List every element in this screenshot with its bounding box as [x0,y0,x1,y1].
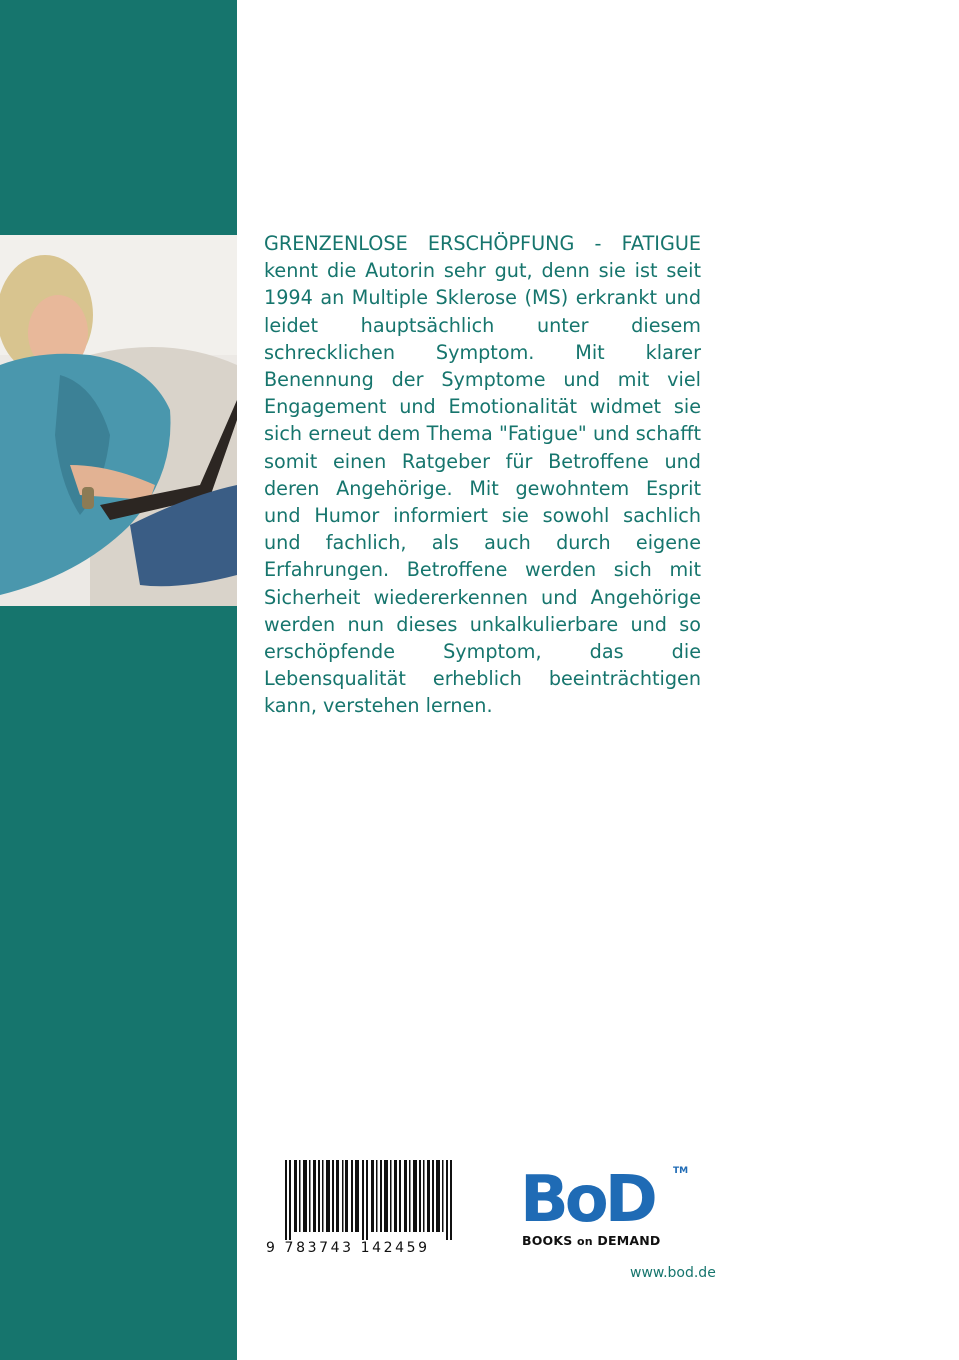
bod-subtitle-demand: DEMAND [597,1233,661,1248]
trademark-mark: TM [673,1166,689,1176]
publisher-url[interactable]: www.bod.de [630,1265,716,1281]
author-photo [0,235,237,606]
bod-subtitle [522,1233,660,1248]
bod-subtitle-on: on [577,1235,593,1248]
back-cover-blurb: GRENZENLOSE ERSCHÖPFUNG - FATIGUE kennt die Autorin sehr gut, denn sie ist seit 1994 an Multiple Sklerose (MS) erkrankt und leidet hauptsächlich unter diesem schrecklichen Symptom. Mit klarer Benennung der Symptome und mit viel Engagement und Emotionalität widmet sie sich erneut dem Thema "Fatigue" und schafft somit einen Ratgeber für Betroffene und deren Angehörige. Mit gewohntem Esprit und Humor informiert sie sowohl sachlich und fachlich, als auch durch eigene Erfahrungen. Betroffene werden sich mit Sicherheit wiedererkennen und Angehörige werden nun dieses unkalkulierbare und so erschöpfende Symptom, das die Lebensqualität erheblich beeinträchtigen kann, verstehen lernen. [264,232,701,718]
bod-logo: BoD [520,1163,654,1237]
teal-sidebar [0,0,237,1360]
isbn-number: 9 783743 142459 [266,1240,430,1256]
bod-subtitle-books: BOOKS [522,1233,573,1248]
